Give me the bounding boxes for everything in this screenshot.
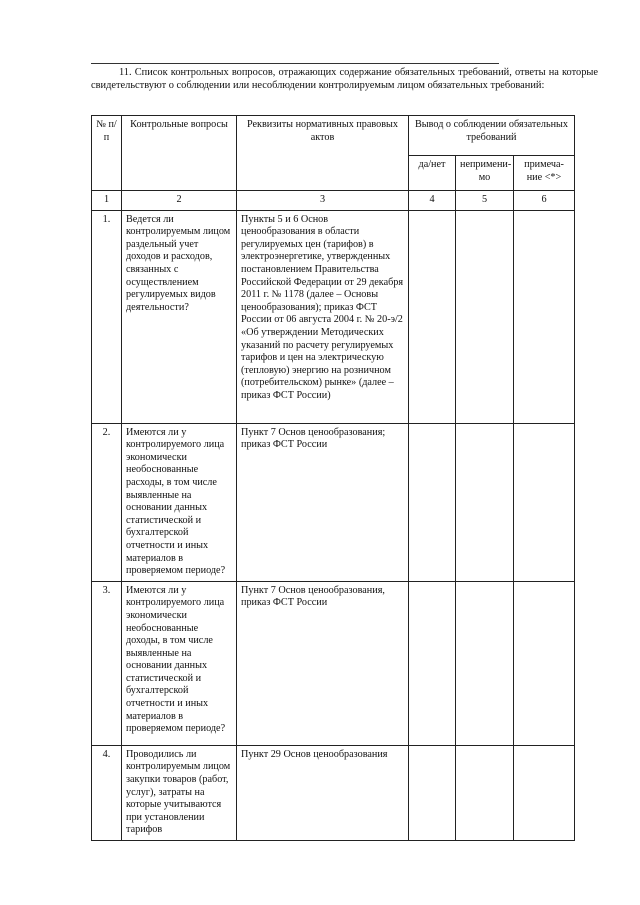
row-number: 2. [92, 423, 122, 581]
col-number: 6 [514, 191, 575, 211]
cell-yes-no[interactable] [409, 581, 456, 745]
row-number: 4. [92, 745, 122, 840]
row-acts: Пункты 5 и 6 Основ ценообразования в области регулируемых цен (тарифов) в электроэнергетике, утвержденных постановлением Правительства Российской Федерации от 29 декабря 2011 г. № 1178 (далее – Основы ценообразования); приказ ФСТ России от 06 августа 2004 г. № 20-э/2 «Об утверждении Методических указаний по расчету регулируемых тарифов и цен на электрическую (тепловую) энергию на розничном (потребительском) рынке» (далее – приказ ФСТ России) [237, 210, 409, 423]
header-questions: Контрольные вопросы [122, 116, 237, 191]
row-number: 1. [92, 210, 122, 423]
row-question: Имеются ли у контролируемого лица экономически необоснованные доходы, в том числе выявленные на основании данных статистической и бухгалтерской отчетности и иных материалов в проверяемом периоде? [122, 581, 237, 745]
row-question: Ведется ли контролируемым лицом раздельный учет доходов и расходов, связанных с осуществлением регулируемых видов деятельности? [122, 210, 237, 423]
cell-not-applicable[interactable] [456, 581, 514, 745]
cell-note[interactable] [514, 423, 575, 581]
cell-yes-no[interactable] [409, 210, 456, 423]
table-row [92, 210, 575, 423]
row-acts: Пункт 29 Основ ценообразования [237, 745, 409, 840]
col-number: 5 [456, 191, 514, 211]
cell-not-applicable[interactable] [456, 423, 514, 581]
header-num: № п/п [92, 116, 122, 191]
table-row [92, 745, 575, 840]
cell-note[interactable] [514, 581, 575, 745]
requirements-table [91, 115, 575, 841]
table-row [92, 423, 575, 581]
cell-not-applicable[interactable] [456, 210, 514, 423]
header-not-applicable: непримени-мо [456, 156, 514, 191]
cell-note[interactable] [514, 210, 575, 423]
cell-yes-no[interactable] [409, 745, 456, 840]
col-number: 3 [237, 191, 409, 211]
intro-paragraph [91, 66, 598, 92]
row-acts: Пункт 7 Основ ценообразования; приказ ФСТ России [237, 423, 409, 581]
row-question: Проводились ли контролируемым лицом закупки товаров (работ, услуг), затраты на которые учитываются при установлении тарифов [122, 745, 237, 840]
row-number: 3. [92, 581, 122, 745]
column-numbers-row [92, 191, 575, 211]
top-rule [91, 63, 499, 64]
header-conclusion: Вывод о соблюдении обязательных требований [409, 116, 575, 156]
header-acts: Реквизиты нормативных правовых актов [237, 116, 409, 191]
cell-yes-no[interactable] [409, 423, 456, 581]
cell-not-applicable[interactable] [456, 745, 514, 840]
row-acts: Пункт 7 Основ ценообразования, приказ ФСТ России [237, 581, 409, 745]
col-number: 2 [122, 191, 237, 211]
col-number: 4 [409, 191, 456, 211]
row-question: Имеются ли у контролируемого лица экономически необоснованные расходы, в том числе выявленные на основании данных статистической и бухгалтерской отчетности и иных материалов в проверяемом периоде? [122, 423, 237, 581]
cell-note[interactable] [514, 745, 575, 840]
intro-text: 11. Список контрольных вопросов, отражающих содержание обязательных требований, ответы на которые свидетельствуют о соблюдении или несоблюдении контролируемым лицом обязательных требований: [91, 67, 598, 91]
header-row [92, 116, 575, 156]
header-note: примеча-ние <*> [514, 156, 575, 191]
header-yes-no: да/нет [409, 156, 456, 191]
table-row [92, 581, 575, 745]
col-number: 1 [92, 191, 122, 211]
